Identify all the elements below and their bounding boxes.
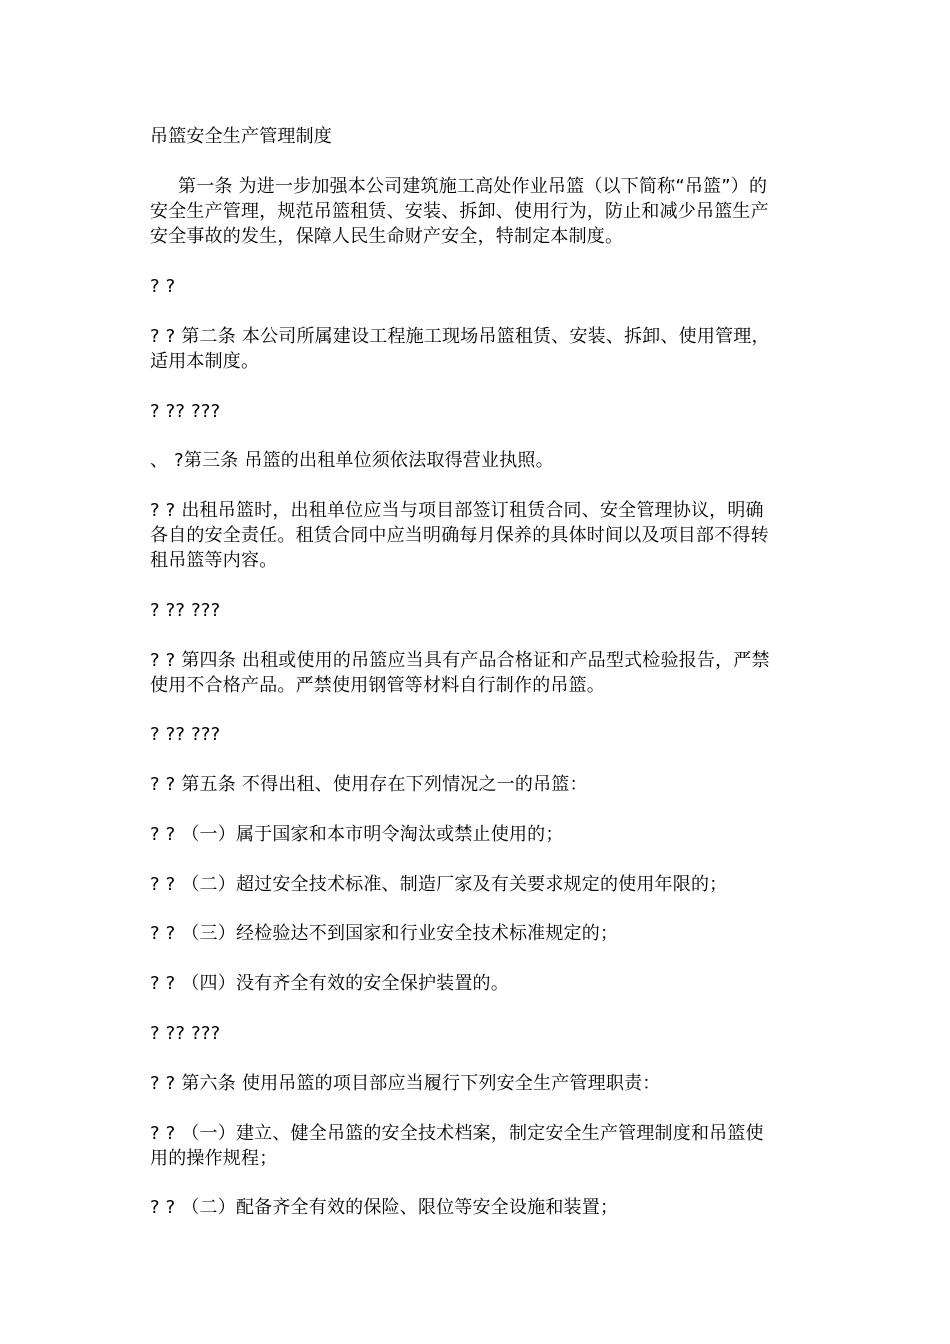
paragraph-line: ? ? （四）没有齐全有效的安全保护装置的。: [150, 973, 509, 994]
paragraph-line: ? ? 第六条 使用吊篮的项目部应当履行下列安全生产管理职责：: [150, 1073, 661, 1094]
paragraph-line: 用的操作规程；: [150, 1148, 278, 1169]
paragraph-line: 安全事故的发生，保障人民生命财产安全，特制定本制度。: [150, 226, 624, 247]
paragraph-line: ? ? （一）建立、健全吊篮的安全技术档案，制定安全生产管理制度和吊篮使: [150, 1123, 764, 1144]
paragraph-line: ? ? 第二条 本公司所属建设工程施工现场吊篮租赁、安装、拆卸、使用管理，: [150, 326, 770, 347]
paragraph-line: ? ? 出租吊篮时，出租单位应当与项目部签订租赁合同、安全管理协议，明确: [150, 500, 764, 521]
paragraph-line: ? ? （一）属于国家和本市明令淘汰或禁止使用的；: [150, 824, 564, 845]
paragraph-line: ? ?? ???: [150, 1023, 221, 1044]
paragraph-line: 安全生产管理，规范吊篮租赁、安装、拆卸、使用行为，防止和减少吊篮生产: [150, 201, 769, 222]
paragraph-line: ? ?: [150, 276, 176, 297]
paragraph-line: ? ? （二）配备齐全有效的保险、限位等安全设施和装置；: [150, 1197, 619, 1218]
paragraph-line: 、 ?第三条 吊篮的出租单位须依法取得营业执照。: [150, 450, 554, 471]
paragraph-line: ? ? 第五条 不得出租、使用存在下列情况之一的吊篮：: [150, 774, 588, 795]
paragraph-line: ? ?? ???: [150, 724, 221, 745]
paragraph-line: 使用不合格产品。严禁使用钢管等材料自行制作的吊篮。: [150, 675, 605, 696]
paragraph-line: ? ? （三）经检验达不到国家和行业安全技术标准规定的；: [150, 923, 619, 944]
paragraph-line: ? ? （二）超过安全技术标准、制造厂家及有关要求规定的使用年限的；: [150, 874, 728, 895]
paragraph-line: ? ?? ???: [150, 401, 221, 422]
paragraph-line: ? ? 第四条 出租或使用的吊篮应当具有产品合格证和产品型式检验报告，严禁: [150, 650, 770, 671]
paragraph-line: ? ?? ???: [150, 600, 221, 621]
paragraph-line: 各自的安全责任。租赁合同中应当明确每月保养的具体时间以及项目部不得转: [150, 525, 769, 546]
paragraph-line: 适用本制度。: [150, 351, 260, 372]
document-title: 吊篮安全生产管理制度: [150, 126, 332, 147]
paragraph-line: 第一条 为进一步加强本公司建筑施工高处作业吊篮（以下简称“吊篮”）的: [178, 176, 768, 197]
paragraph-line: 租吊篮等内容。: [150, 550, 278, 571]
